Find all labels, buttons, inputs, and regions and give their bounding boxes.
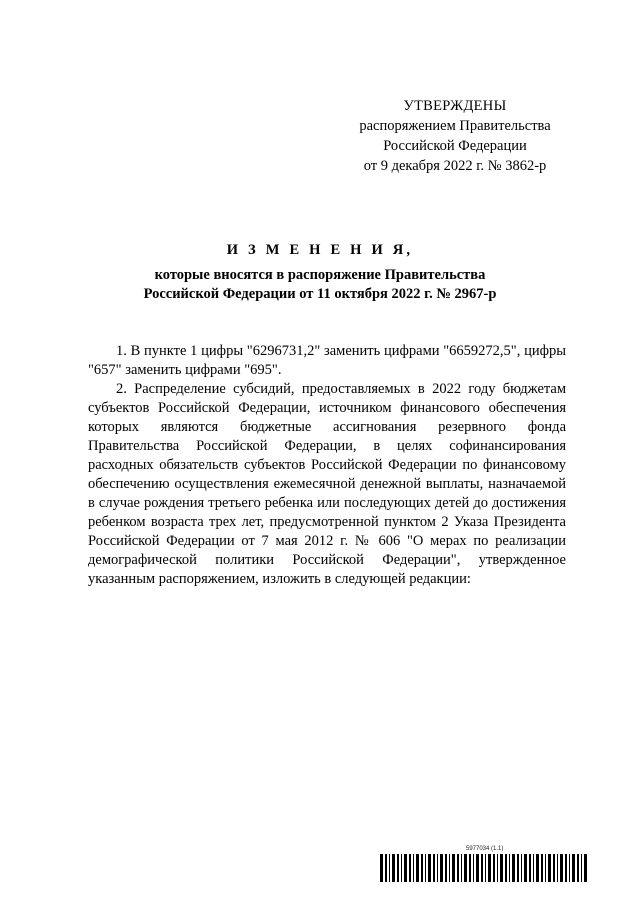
subtitle-line: которые вносятся в распоряжение Правительства xyxy=(154,267,486,283)
paragraph-1: 1. В пункте 1 цифры "6296731,2" заменить цифрами "6659272,5", цифры "657" заменить цифрами "695". xyxy=(88,343,566,378)
document-body xyxy=(88,342,566,589)
approval-date-number: от 9 декабря 2022 г. № 3862-р xyxy=(363,158,547,174)
paragraph-2: 2. Распределение субсидий, предоставляемых в 2022 году бюджетам субъектов Российской Федерации, источником финансового обеспечения которых являются бюджетные ассигнования резервного фонда Правительства Российской Федерации, в целях софинансирования расходных обязательств субъектов Российской Федерации по финансовому обеспечению осуществления ежемесячной денежной выплаты, назначаемой в случае рождения третьего ребенка или последующих детей до достижения ребенком возраста трех лет, предусмотренной пунктом 2 Указа Президента Российской Федерации от 7 мая 2012 г. № 606 "О мерах по реализации демографической политики Российской Федерации", утвержденное указанным распоряжением, изложить в следующей редакции: xyxy=(88,381,566,587)
barcode-code: 5977034 (1.1) xyxy=(466,846,504,852)
subtitle-line: Российской Федерации от 11 октября 2022 г. № 2967-р xyxy=(143,286,497,302)
document-heading xyxy=(100,240,540,304)
approval-title: УТВЕРЖДЕНЫ xyxy=(403,98,507,114)
barcode-block xyxy=(380,846,590,886)
approval-block xyxy=(340,96,570,176)
approval-line: Российской Федерации xyxy=(383,138,527,154)
document-title: И З М Е Н Е Н И Я, xyxy=(226,242,414,258)
barcode-icon xyxy=(380,854,590,882)
document-subtitle xyxy=(100,266,540,304)
approval-line: распоряжением Правительства xyxy=(359,118,551,134)
